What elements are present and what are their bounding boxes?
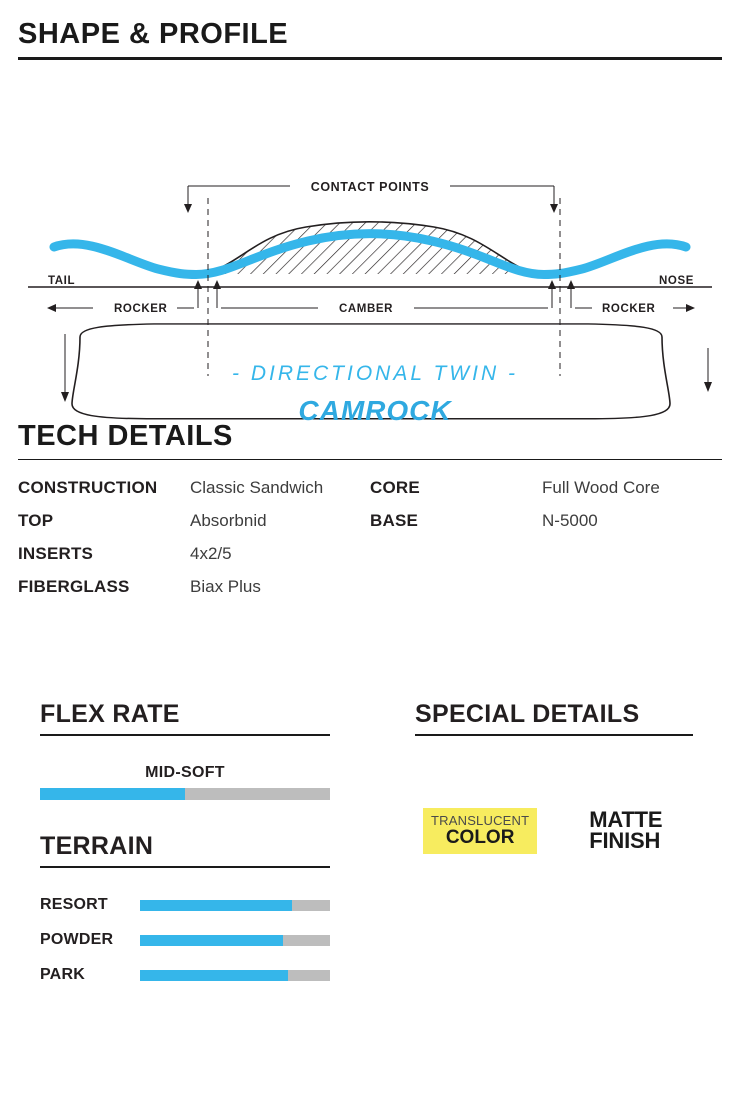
rocker-left-label: ROCKER — [114, 303, 168, 315]
flex-rate-bar-fill — [40, 788, 185, 800]
terrain-row — [40, 966, 370, 984]
matte-finish-line2: FINISH — [589, 828, 661, 853]
profile-name-label: CAMROCK — [298, 395, 452, 426]
terrain-bar-fill — [140, 970, 288, 981]
terrain-label: PARK — [40, 966, 85, 983]
terrain-row — [40, 896, 370, 914]
contact-points-label: CONTACT POINTS — [310, 180, 430, 194]
terrain-divider — [40, 866, 330, 868]
tech-row — [18, 544, 370, 564]
tech-label: CONSTRUCTION — [18, 478, 158, 497]
shape-name-label: - DIRECTIONAL TWIN - — [232, 362, 518, 385]
terrain-label: RESORT — [40, 896, 108, 913]
profile-diagram — [18, 86, 722, 426]
tech-label: BASE — [370, 511, 419, 530]
tech-value: 4x2/5 — [190, 544, 232, 563]
special-details-title: SPECIAL DETAILS — [415, 700, 640, 728]
tech-details-section — [18, 420, 722, 610]
translucent-color-line2: COLOR — [445, 827, 515, 848]
terrain-row — [40, 931, 370, 949]
nose-label: NOSE — [659, 275, 694, 287]
terrain-section — [40, 832, 370, 984]
terrain-bar — [140, 900, 330, 911]
tech-value: Biax Plus — [190, 577, 261, 596]
tech-value: Absorbnid — [190, 511, 267, 530]
tech-row — [370, 511, 722, 531]
tail-label: TAIL — [48, 275, 76, 287]
title-divider — [18, 57, 722, 60]
tech-row — [370, 478, 722, 498]
tech-value: N-5000 — [542, 511, 598, 530]
camber-label: CAMBER — [338, 303, 394, 315]
shape-profile-section — [18, 18, 722, 426]
tech-label: INSERTS — [18, 544, 94, 563]
page-title: SHAPE & PROFILE — [18, 18, 289, 50]
matte-finish-badge — [589, 807, 663, 853]
terrain-label: POWDER — [40, 931, 114, 948]
flex-rate-title: FLEX RATE — [40, 700, 180, 728]
tech-column-right — [370, 478, 722, 610]
matte-finish-line1: MATTE — [589, 807, 663, 833]
flex-rate-divider — [40, 734, 330, 736]
terrain-title: TERRAIN — [40, 832, 154, 860]
lower-panels — [0, 700, 740, 1001]
rocker-right-label: ROCKER — [602, 303, 656, 315]
tech-label: FIBERGLASS — [18, 577, 130, 596]
tech-value: Classic Sandwich — [190, 478, 324, 497]
special-details-divider — [415, 734, 693, 736]
special-details-badges — [415, 808, 740, 854]
flex-rate-value-label: MID-SOFT — [145, 764, 225, 781]
tech-value: Full Wood Core — [542, 478, 660, 497]
terrain-bar — [140, 935, 330, 946]
special-details-column — [370, 700, 740, 1001]
tech-row — [18, 478, 370, 498]
tech-row — [18, 511, 370, 531]
tech-label: TOP — [18, 511, 54, 530]
terrain-bar — [140, 970, 330, 981]
tech-details-divider — [18, 459, 722, 460]
terrain-bar-fill — [140, 935, 283, 946]
tech-column-left — [18, 478, 370, 610]
terrain-bar-fill — [140, 900, 292, 911]
tech-label: CORE — [370, 478, 420, 497]
flex-rate-bar — [40, 788, 330, 800]
flex-terrain-column — [0, 700, 370, 1001]
translucent-color-badge — [423, 808, 537, 854]
flex-rate-section — [40, 700, 370, 800]
tech-row — [18, 577, 370, 597]
tech-details-title: TECH DETAILS — [18, 420, 233, 452]
translucent-color-line1: TRANSLUCENT — [431, 813, 530, 828]
